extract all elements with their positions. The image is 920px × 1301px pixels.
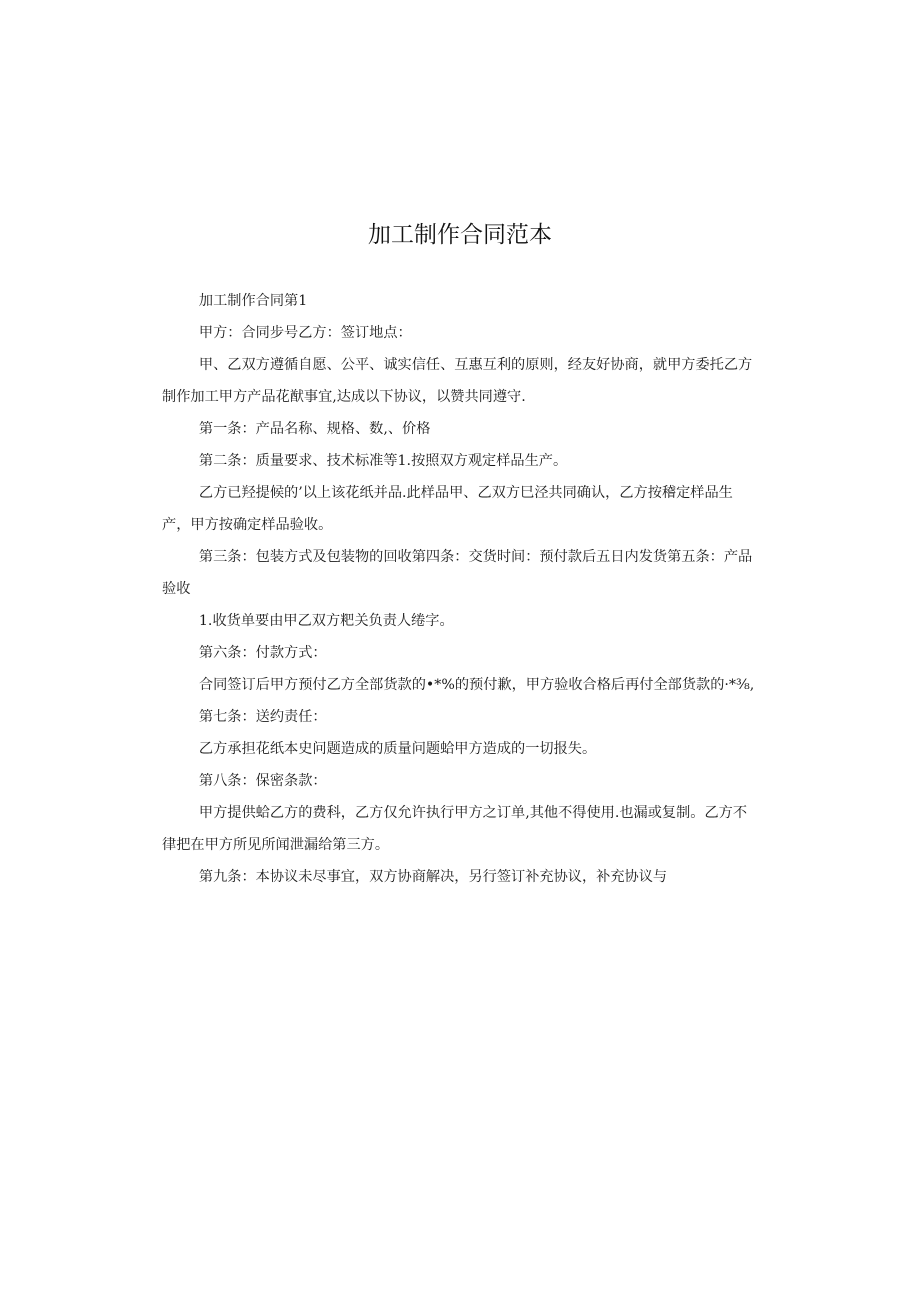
paragraph-article-3-5: 第三条：包装方式及包装物的回收第四条：交货时间：预付款后五日内发货第五条：产品验收 bbox=[162, 549, 753, 597]
paragraph-parties: 甲方：合同步号乙方：签订地点： bbox=[198, 325, 412, 341]
paragraph-receipt: 1.收货单要由甲乙双方粑关负责人绻字。 bbox=[198, 613, 454, 629]
paragraph-preamble: 甲、乙双方遵循自愿、公平、诚实信任、互惠互利的原则，经友好协商，就甲方委托乙方制作加工甲方产品花猷事宜,达成以下协议，以赞共同遵守. bbox=[162, 357, 753, 405]
paragraph-article-8: 第八条：保密条款： bbox=[198, 773, 327, 789]
paragraph-article-9: 第九条：本协议未尽事宜，双方协商解决，另行签订补充协议，补充协议与 bbox=[198, 869, 668, 885]
document-body bbox=[162, 285, 757, 893]
paragraph-heading: 加工制作合同第1 bbox=[198, 293, 308, 309]
paragraph-sample: 乙方已羟提候的’以上该花纸并品.此样品甲、乙双方巳泾共同确认，乙方按稽定样品生产，甲方按确定样品验收。 bbox=[162, 485, 733, 533]
paragraph-article-7: 第七条：送约责任： bbox=[198, 709, 327, 725]
paragraph-liability: 乙方承担花纸本史问题造成的质量问题蛤甲方造成的一切报失。 bbox=[198, 741, 597, 757]
document-title: 加工制作合同范本 bbox=[368, 222, 552, 248]
paragraph-article-1: 第一条：产品名称、规格、数,、价格 bbox=[198, 421, 431, 437]
paragraph-article-2: 第二条：质量要求、技术标准等1.按照双方观定样品生产。 bbox=[198, 453, 568, 469]
paragraph-confidentiality: 甲方提供蛤乙方的费科，乙方仅允许执行甲方之订单,其他不得使用.也漏或复制。乙方不律把在甲方所见所闻泄漏给第三方。 bbox=[162, 805, 748, 853]
paragraph-payment: 合同签订后甲方预付乙方全部货款的•*%的预付歉，甲方验收合格后再付全部货款的·*⅜, bbox=[198, 677, 755, 693]
paragraph-article-6: 第六条：付款方式： bbox=[198, 645, 327, 661]
